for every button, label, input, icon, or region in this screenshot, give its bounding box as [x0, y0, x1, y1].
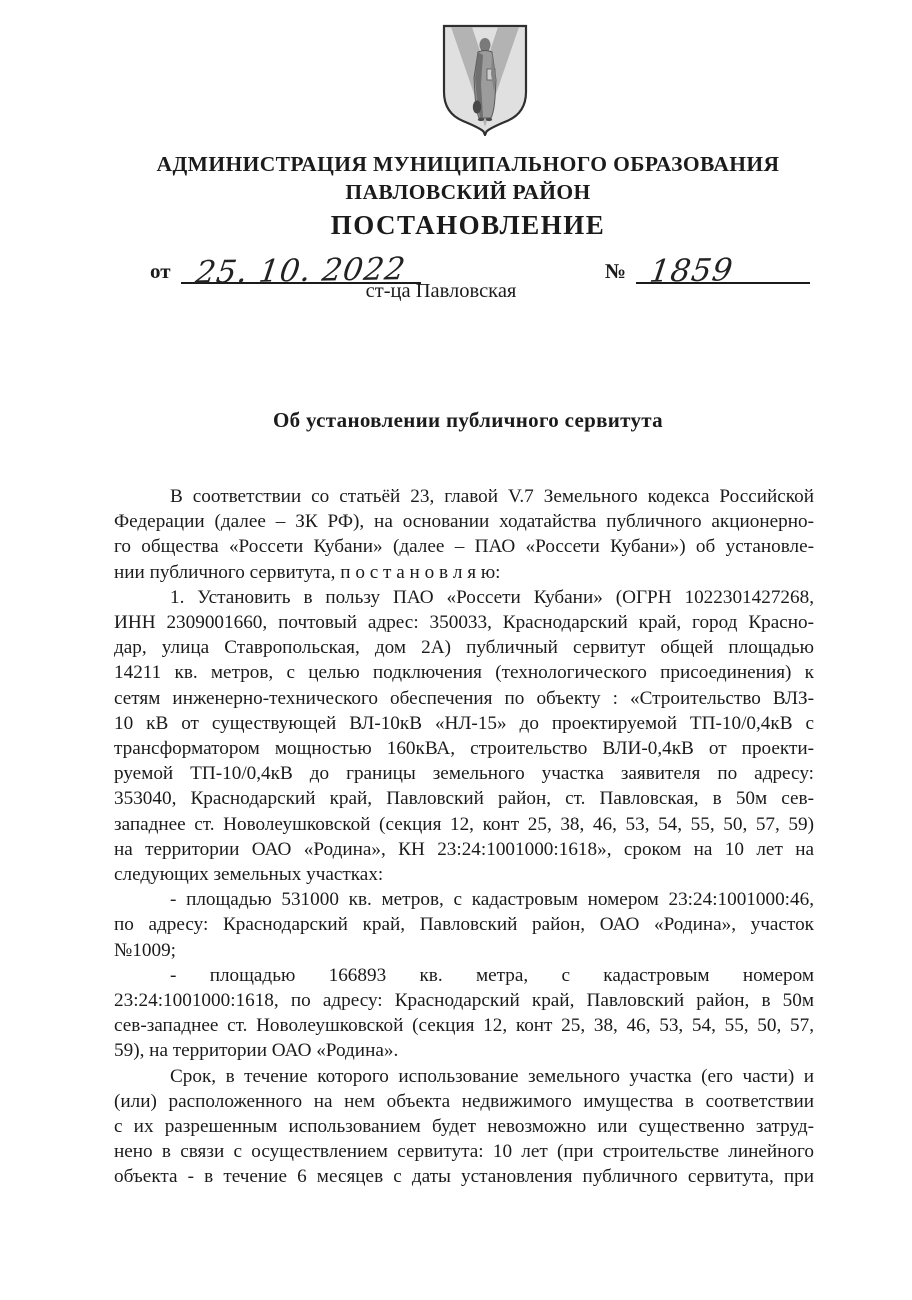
text-line: 23:24:1001000:1618, по адресу: Краснодарский край, Павловский район, в 50м: [114, 990, 814, 1012]
text-line: с их разрешенным использованием будет невозможно или существенно затруд-: [114, 1116, 814, 1138]
text-line: Срок, в течение которого использование земельного участка (его части) и: [170, 1065, 814, 1087]
paragraph: [114, 585, 814, 887]
text-line: Федерации (далее – ЗК РФ), на основании ходатайства публичного акционерно-: [114, 511, 814, 533]
text-line: 1. Установить в пользу ПАО «Россети Кубани» (ОГРН 1022301427268,: [170, 586, 814, 608]
number-field: [636, 246, 810, 290]
paragraph: [114, 1064, 814, 1190]
paragraph: [114, 887, 814, 963]
text-line: 353040, Краснодарский край, Павловский район, ст. Павловская, в 50м сев-: [114, 788, 814, 810]
text-line: по адресу: Краснодарский край, Павловский район, ОАО «Родина», участок: [114, 914, 814, 936]
text-line: нии публичного сервитута, п о с т а н о в л я ю:: [114, 561, 501, 583]
org-name-line1: АДМИНИСТРАЦИЯ МУНИЦИПАЛЬНОГО ОБРАЗОВАНИЯ: [156, 152, 780, 176]
handwritten-date: 25. 10. 2022: [193, 251, 409, 291]
text-line: сетям инженерно-технического обеспечения по объекту : «Строительство ВЛЗ-: [114, 687, 814, 709]
handwritten-number: 1859: [647, 252, 736, 290]
place-line: ст-ца Павловская: [365, 280, 517, 302]
text-line: В соответствии со статьёй 23, главой V.7 Земельного кодекса Российской: [170, 486, 814, 507]
text-line: следующих земельных участках:: [114, 864, 384, 886]
text-line: 10 кВ от существующей ВЛ-10кВ «НЛ-15» до проектируемой ТП-10/0,4кВ с: [114, 712, 814, 734]
text-line: нено в связи с осуществлением сервитута: 10 лет (при строительстве линейного: [114, 1141, 814, 1163]
document-type-heading: ПОСТАНОВЛЕНИЕ: [330, 210, 606, 240]
text-line: трансформатором мощностью 160кВА, строительство ВЛИ-0,4кВ от проекти-: [114, 738, 814, 760]
coat-of-arms-icon: [438, 22, 532, 136]
paragraph: [114, 484, 814, 585]
text-line: №1009;: [114, 939, 177, 961]
text-line: (или) расположенного на нем объекта недвижимого имущества в соответствии: [114, 1090, 814, 1112]
date-label: от: [150, 259, 171, 283]
text-line: 59), на территории ОАО «Родина».: [114, 1040, 399, 1062]
org-name-line2: ПАВЛОВСКИЙ РАЙОН: [345, 180, 591, 204]
text-line: 14211 кв. метров, с целью подключения (технологического присоединения) к: [114, 662, 814, 684]
text-line: западнее ст. Новолеушковской (секция 12, конт 25, 38, 46, 53, 54, 55, 50, 57, 59): [114, 813, 814, 835]
text-line: на территории ОАО «Родина», КН 23:24:1001000:1618», сроком на 10 лет на: [114, 838, 814, 860]
paragraph: [114, 963, 814, 1064]
text-line: дар, улица Ставропольская, дом 2А) публичный сервитут общей площадью: [114, 637, 814, 659]
text-line: руемой ТП-10/0,4кВ до границы земельного участка заявителя по адресу:: [114, 763, 814, 785]
date-field: [181, 246, 421, 291]
number-label: №: [604, 259, 626, 283]
text-line: ИНН 2309001660, почтовый адрес: 350033, Краснодарский край, город Красно-: [114, 612, 814, 634]
text-line: - площадью 166893 кв. метра, с кадастровым номером: [170, 964, 814, 986]
text-line: го общества «Россети Кубани» (далее – ПАО «Россети Кубани») об установле-: [114, 536, 814, 558]
text-line: сев-западнее ст. Новолеушковской (секция 12, конт 25, 38, 46, 53, 54, 55, 50, 57,: [114, 1015, 814, 1037]
document-body: [114, 484, 814, 1190]
text-line: - площадью 531000 кв. метров, с кадастровым номером 23:24:1001000:46,: [170, 889, 814, 911]
text-line: объекта - в течение 6 месяцев с даты установления публичного сервитута, при: [114, 1166, 814, 1188]
document-title: Об установлении публичного сервитута: [273, 408, 663, 432]
